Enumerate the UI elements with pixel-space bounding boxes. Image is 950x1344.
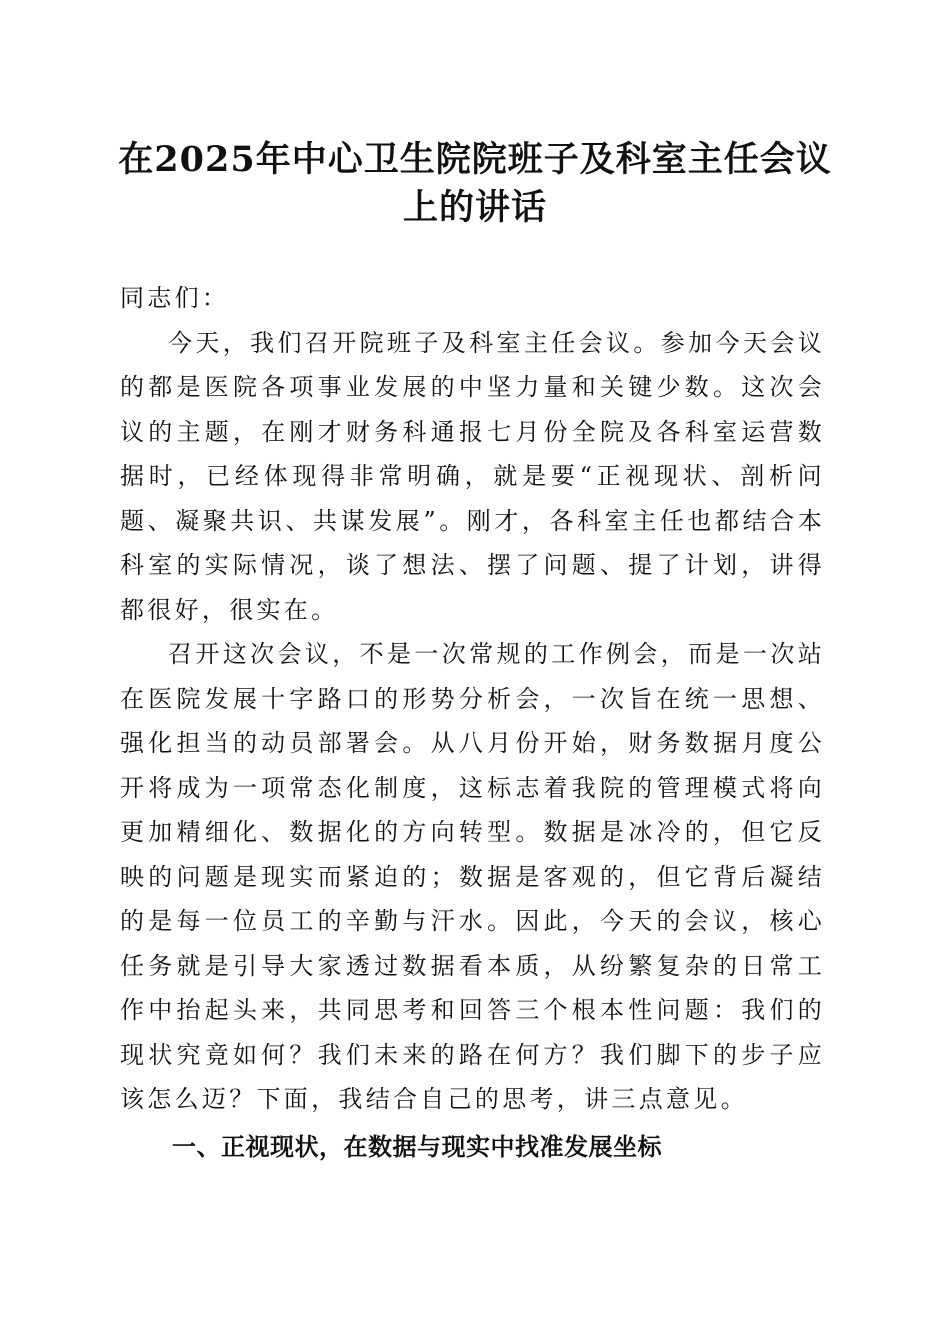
section-heading-1: 一、正视现状，在数据与现实中找准发展坐标 xyxy=(172,1132,662,1161)
paragraph-purpose: 召开这次会议，不是一次常规的工作例会，而是一次站在医院发展十字路口的形势分析会，一次旨在统一思想、强化担当的动员部署会。从八月份开始，财务数据月度公开将成为一项常态化制度，这标志着我院的管理模式将向更加精细化、数据化的方向转型。数据是冰冷的，但它反映的问题是现实而紧迫的；数据是客观的，但它背后凝结的是每一位员工的辛勤与汗水。因此，今天的会议，核心任务就是引导大家透过数据看本质，从纷繁复杂的日常工作中抬起头来，共同思考和回答三个根本性问题：我们的现状究竟如何？我们未来的路在何方？我们脚下的步子应该怎么迈？下面，我结合自己的思考，讲三点意见。 xyxy=(120,640,825,1113)
title-line-2: 上的讲话 xyxy=(402,187,547,228)
document-body xyxy=(120,276,825,1172)
salutation: 同志们： xyxy=(120,284,230,312)
paragraph-opening: 今天，我们召开院班子及科室主任会议。参加今天会议的都是医院各项事业发展的中坚力量和关键少数。这次会议的主题，在刚才财务科通报七月份全院及各科室运营数据时，已经体现得非常明确，就是要“正视现状、剖析问题、凝聚共识、共谋发展”。刚才，各科室主任也都结合本科室的实际情况，谈了想法、摆了问题、提了计划，讲得都很好，很实在。 xyxy=(120,328,825,624)
document-title xyxy=(100,136,850,232)
title-line-1: 在2025年中心卫生院院班子及科室主任会议 xyxy=(118,139,832,180)
